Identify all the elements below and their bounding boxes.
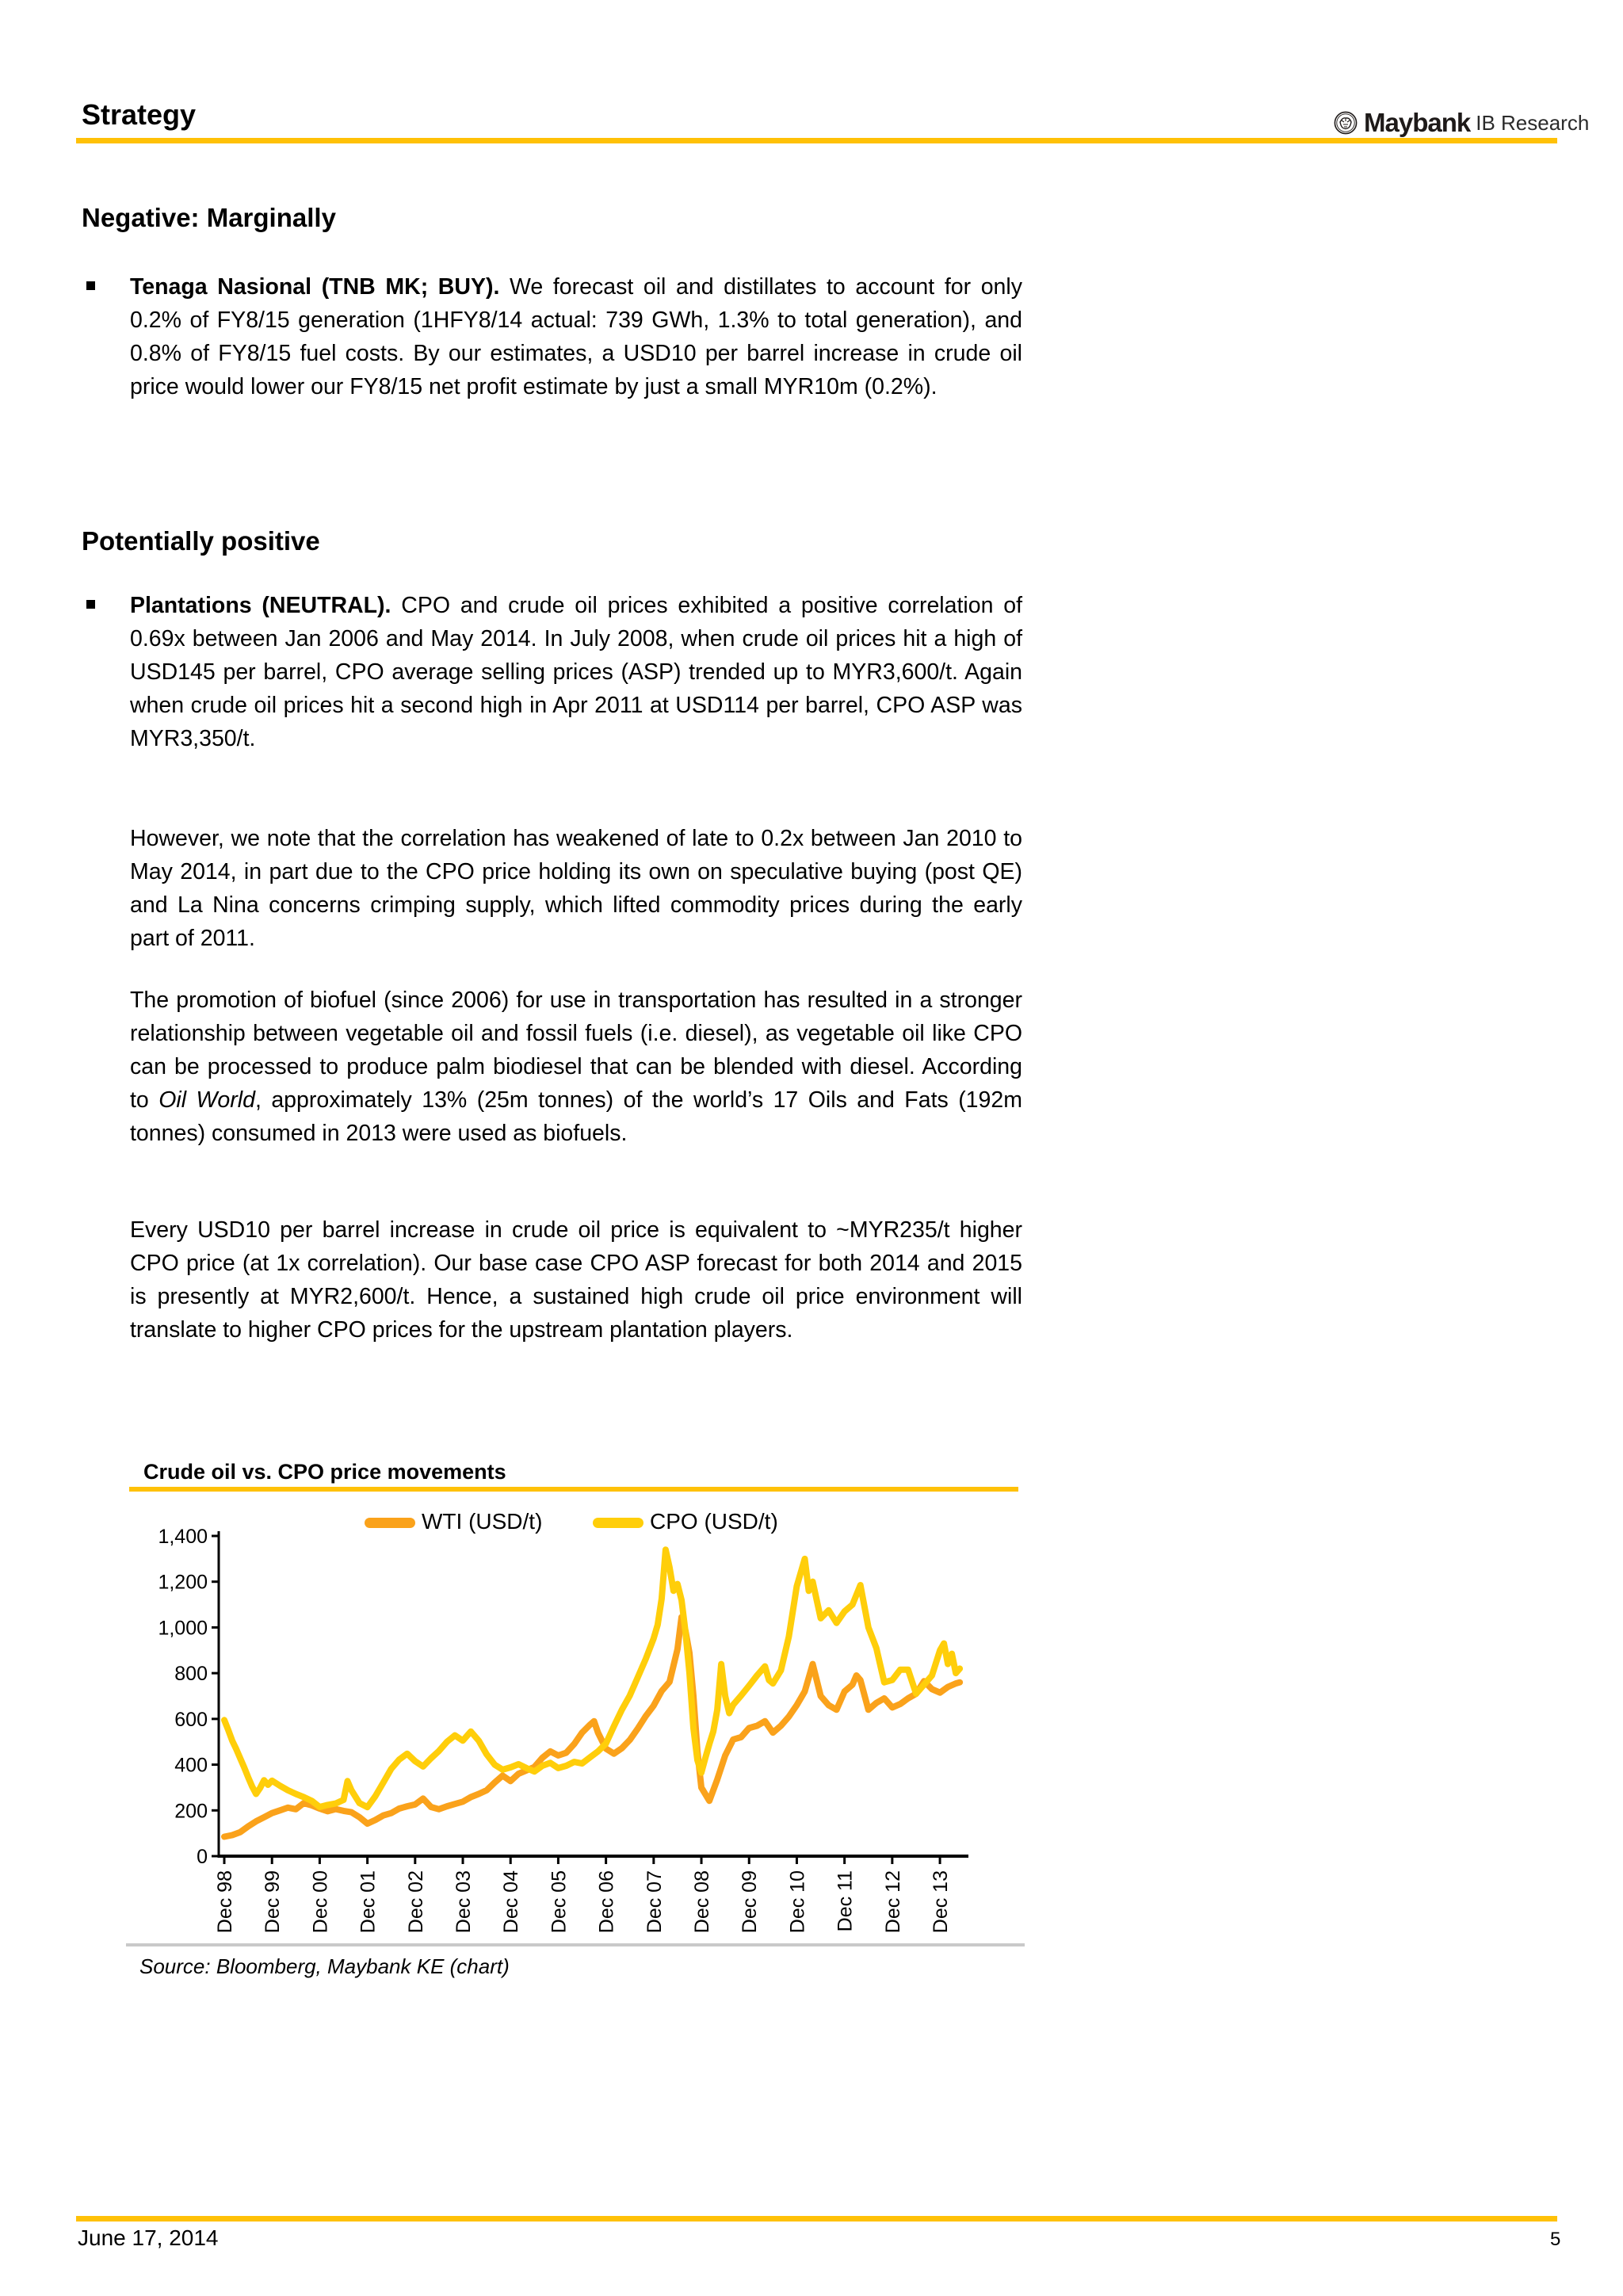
x-tick-label: Dec 01 [357, 1870, 380, 1934]
x-tick-label: Dec 06 [595, 1870, 618, 1934]
heading-positive: Potentially positive [82, 526, 320, 556]
paragraph-biofuel-pre: The promotion of biofuel (since 2006) for use in transportation has resulted in a stronger relationship between vegetable oil and fossil fuels (i.e. diesel), as vegetable oil like CPO can be processed to produce palm biodiesel that can be blended with diesel. According to [130, 988, 1022, 1113]
brand-suffix: IB Research [1476, 110, 1590, 135]
brand-name: Maybank [1364, 108, 1471, 137]
paragraph-biofuel-post: , approximately 13% (25m tonnes) of the world’s 17 Oils and Fats (192m tonnes) consumed in 2013 were used as biofuels. [130, 1087, 1022, 1146]
x-tick-label: Dec 07 [643, 1870, 666, 1934]
bullet-square-icon [86, 600, 95, 609]
y-tick-label: 1,200 [158, 1571, 208, 1594]
header-divider [76, 138, 1557, 143]
footer-date: June 17, 2014 [78, 2225, 219, 2250]
x-tick-label: Dec 11 [834, 1870, 857, 1932]
x-tick-label: Dec 02 [404, 1870, 427, 1934]
cpo-legend-swatch [593, 1518, 643, 1528]
bullet-tenaga [130, 270, 1022, 403]
paragraph-correlation: However, we note that the correlation has weakened of late to 0.2x between Jan 2010 to May 2014, in part due to the CPO price holding its own on speculative buying (post QE) and La Nina concerns crimping supply, which lifted commodity prices during the early part of 2011. [130, 826, 1022, 951]
chart-title-divider [129, 1487, 1018, 1492]
maybank-tiger-icon [1334, 111, 1358, 135]
y-tick-label: 600 [174, 1708, 208, 1731]
footer-divider [76, 2216, 1557, 2222]
heading-negative: Negative: Marginally [82, 203, 336, 232]
x-tick-label: Dec 08 [691, 1870, 714, 1934]
price-chart-svg [127, 1496, 1022, 1956]
cpo-line [224, 1549, 960, 1807]
x-tick-label: Dec 99 [262, 1870, 285, 1934]
x-tick-label: Dec 13 [930, 1870, 953, 1934]
wti-legend-label: WTI (USD/t) [422, 1509, 543, 1534]
bullet-plantations-text: CPO and crude oil prices exhibited a positive correlation of 0.69x between Jan 2006 and May 2014. In July 2008, when crude oil prices hit a high of USD145 per barrel, CPO average selling prices (ASP) trended up to MYR3,600/t. Again when crude oil prices hit a second high in Apr 2011 at USD114 per barrel, CPO ASP was MYR3,350/t. [130, 593, 1022, 751]
chart-bottom-divider [126, 1943, 1025, 1946]
page-number: 5 [1550, 2229, 1561, 2250]
cpo-legend-label: CPO (USD/t) [650, 1509, 778, 1534]
x-tick-label: Dec 04 [500, 1870, 523, 1934]
paragraph-usd10: Every USD10 per barrel increase in crude oil price is equivalent to ~MYR235/t higher CPO price (at 1x correlation). Our base case CPO ASP forecast for both 2014 and 2015 is presently at MYR2,600/t. Hence, a sustained high crude oil price environment will translate to higher CPO prices for the upstream plantation players. [130, 1217, 1022, 1343]
bullet-plantations [130, 589, 1022, 755]
x-tick-label: Dec 00 [309, 1870, 332, 1934]
page-title: Strategy [82, 98, 197, 131]
y-tick-label: 1,000 [158, 1617, 208, 1640]
wti-legend-swatch [365, 1518, 415, 1528]
oil-world-italic: Oil World [158, 1087, 255, 1113]
bullet-tenaga-text: We forecast oil and distillates to account for only 0.2% of FY8/15 generation (1HFY8/14 actual: 739 GWh, 1.3% to total generation), and 0.8% of FY8/15 fuel costs. By our estimates, a USD10 per barrel increase in crude oil price would lower our FY8/15 net profit estimate by just a small MYR10m (0.2%). [130, 274, 1022, 399]
x-tick-label: Dec 98 [214, 1870, 236, 1934]
chart-source: Source: Bloomberg, Maybank KE (chart) [139, 1954, 510, 1978]
x-tick-label: Dec 05 [548, 1870, 571, 1934]
x-tick-label: Dec 10 [786, 1870, 809, 1934]
y-tick-label: 200 [174, 1800, 208, 1823]
y-tick-label: 0 [197, 1846, 208, 1868]
y-tick-label: 400 [174, 1754, 208, 1777]
chart-title: Crude oil vs. CPO price movements [143, 1460, 506, 1484]
y-tick-label: 800 [174, 1663, 208, 1686]
bullet-square-icon [86, 281, 95, 290]
bullet-plantations-lead: Plantations (NEUTRAL). [130, 593, 391, 618]
x-tick-label: Dec 12 [881, 1870, 904, 1934]
maybank-logo [1334, 108, 1589, 138]
x-tick-label: Dec 03 [453, 1870, 475, 1934]
bullet-tenaga-lead: Tenaga Nasional (TNB MK; BUY). [130, 274, 500, 300]
y-tick-label: 1,400 [158, 1526, 208, 1548]
x-tick-label: Dec 09 [739, 1870, 762, 1934]
paragraph-biofuel [130, 984, 1022, 1150]
